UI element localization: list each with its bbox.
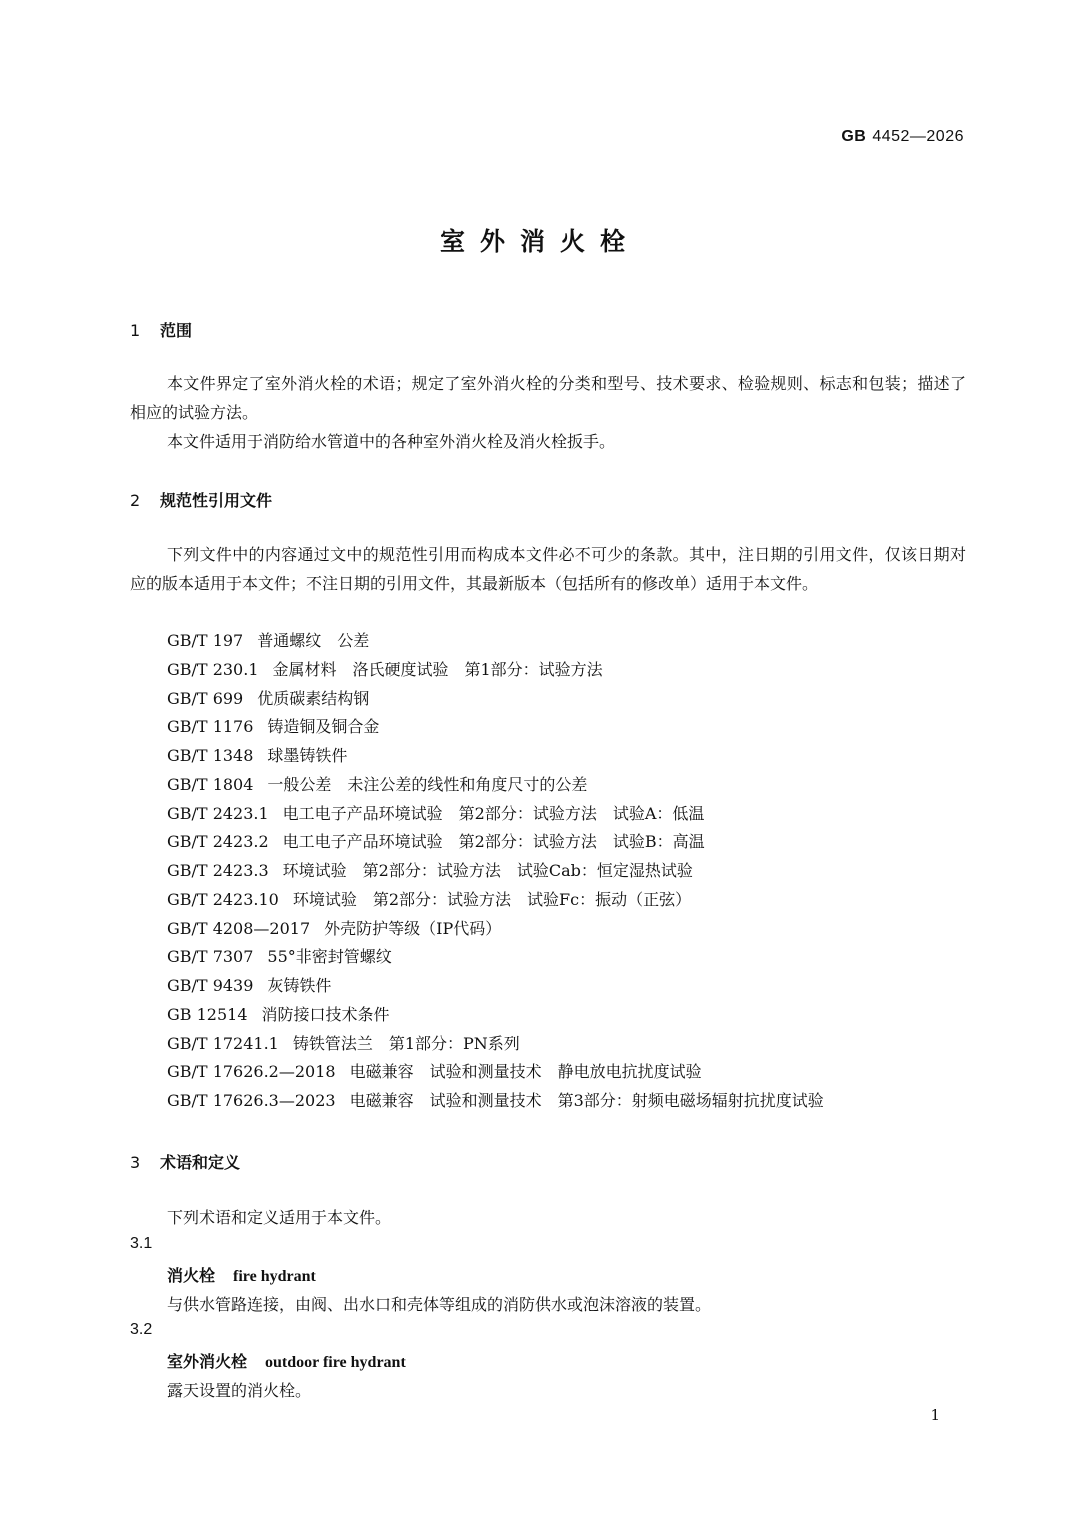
reference-item — [167, 1058, 824, 1087]
reference-title: 球墨铸铁件 — [267, 746, 348, 765]
scope-paragraph-2: 本文件适用于消防给水管道中的各种室外消火栓及消火栓扳手。 — [167, 432, 616, 451]
section-title: 术语和定义 — [160, 1153, 241, 1172]
reference-item — [167, 800, 824, 829]
reference-code: GB/T 17626.2—2018 — [167, 1062, 336, 1082]
section-heading-normative-refs — [130, 488, 272, 511]
reference-title: 优质碳素结构钢 — [257, 688, 370, 708]
reference-title: 金属材料 洛氏硬度试验 第1部分：试验方法 — [272, 659, 603, 679]
reference-title: 一般公差 未注公差的线性和角度尺寸的公差 — [267, 774, 588, 794]
reference-title: 铸造铜及铜合金 — [267, 717, 380, 737]
reference-list — [167, 627, 824, 1116]
reference-item — [167, 857, 824, 886]
reference-title: 55°非密封管螺纹 — [267, 947, 392, 967]
reference-title: 环境试验 第2部分：试验方法 试验Cab：恒定湿热试验 — [282, 861, 693, 880]
term-name — [167, 1263, 316, 1286]
reference-code: GB/T 1176 — [167, 717, 254, 737]
reference-item — [167, 943, 824, 972]
terms-intro: 下列术语和定义适用于本文件。 — [167, 1208, 392, 1227]
section-number: 2 — [130, 491, 141, 510]
reference-title: 普通螺纹 公差 — [257, 631, 370, 650]
reference-title: 消防接口技术条件 — [261, 1004, 390, 1024]
reference-title: 电工电子产品环境试验 第2部分：试验方法 试验B：高温 — [282, 832, 705, 852]
section-heading-scope — [130, 318, 192, 341]
reference-code: GB/T 230.1 — [167, 659, 259, 679]
standard-number — [841, 128, 964, 146]
term-name-en: fire hydrant — [233, 1268, 316, 1285]
reference-title: 电磁兼容 试验和测量技术 静电放电抗扰度试验 — [349, 1062, 702, 1082]
standard-prefix: GB — [841, 128, 867, 145]
term-number: 3.2 — [130, 1321, 153, 1338]
reference-item — [167, 685, 824, 714]
term-name — [167, 1349, 406, 1372]
reference-item — [167, 1001, 824, 1030]
term-definition: 露天设置的消火栓。 — [167, 1381, 312, 1400]
reference-code: GB/T 2423.3 — [167, 861, 269, 880]
section-title: 规范性引用文件 — [160, 491, 273, 510]
reference-item — [167, 742, 824, 771]
reference-item — [167, 1087, 824, 1116]
section-heading-terms — [130, 1150, 240, 1173]
standard-code: 4452—2026 — [872, 128, 964, 145]
reference-code: GB/T 2423.2 — [167, 832, 269, 852]
document-title: 室外消火栓 — [439, 227, 640, 256]
reference-code: GB/T 17626.3—2023 — [167, 1091, 336, 1110]
reference-item — [167, 627, 824, 656]
reference-title: 电磁兼容 试验和测量技术 第3部分：射频电磁场辐射抗扰度试验 — [349, 1091, 824, 1110]
reference-code: GB/T 1348 — [167, 746, 254, 765]
reference-title: 电工电子产品环境试验 第2部分：试验方法 试验A：低温 — [282, 803, 705, 823]
reference-title: 灰铸铁件 — [267, 976, 332, 995]
section-title: 范围 — [160, 321, 193, 340]
reference-code: GB 12514 — [167, 1004, 248, 1024]
term-name-en: outdoor fire hydrant — [265, 1354, 406, 1371]
term-definition: 与供水管路连接，由阀、出水口和壳体等组成的消防供水或泡沫溶液的装置。 — [167, 1295, 712, 1314]
normative-refs-intro: 下列文件中的内容通过文中的规范性引用而构成本文件必不可少的条款。其中，注日期的引用文件，仅该日期对应的版本适用于本文件；不注日期的引用文件，其最新版本（包括所有的修改单）适用于本文件。 — [130, 545, 966, 593]
reference-item — [167, 1030, 824, 1059]
reference-code: GB/T 2423.10 — [167, 889, 279, 909]
reference-code: GB/T 9439 — [167, 976, 254, 995]
reference-code: GB/T 1804 — [167, 774, 254, 794]
reference-code: GB/T 17241.1 — [167, 1033, 279, 1053]
term-name-cn: 室外消火栓 — [167, 1352, 248, 1371]
reference-code: GB/T 4208—2017 — [167, 918, 311, 938]
reference-title: 环境试验 第2部分：试验方法 试验Fc：振动（正弦） — [292, 889, 692, 909]
term-name-cn: 消火栓 — [167, 1266, 216, 1285]
reference-code: GB/T 2423.1 — [167, 803, 269, 823]
reference-item — [167, 656, 824, 685]
reference-item — [167, 915, 824, 944]
scope-paragraph-1: 本文件界定了室外消火栓的术语；规定了室外消火栓的分类和型号、技术要求、检验规则、标志和包装；描述了相应的试验方法。 — [130, 374, 966, 422]
section-number: 3 — [130, 1153, 141, 1172]
reference-title: 铸铁管法兰 第1部分：PN系列 — [292, 1033, 520, 1053]
reference-code: GB/T 7307 — [167, 947, 254, 967]
reference-item — [167, 771, 824, 800]
reference-item — [167, 828, 824, 857]
term-number: 3.1 — [130, 1235, 153, 1252]
section-number: 1 — [130, 321, 141, 340]
page-number: 1 — [930, 1406, 940, 1424]
reference-code: GB/T 699 — [167, 688, 244, 708]
reference-item — [167, 713, 824, 742]
reference-item — [167, 886, 824, 915]
reference-code: GB/T 197 — [167, 631, 244, 650]
reference-title: 外壳防护等级（IP代码） — [324, 918, 502, 938]
reference-item — [167, 972, 824, 1001]
